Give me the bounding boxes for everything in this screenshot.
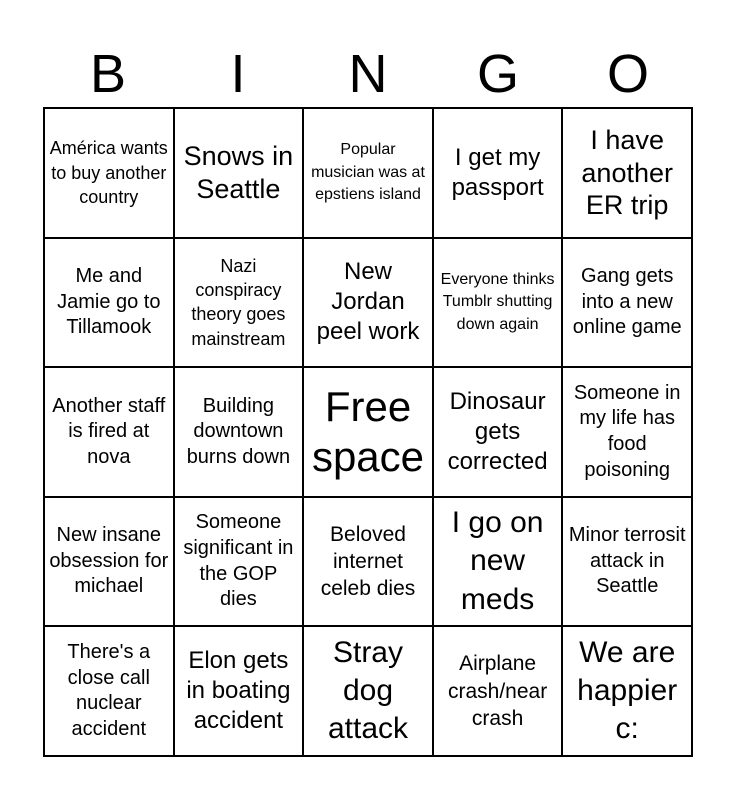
cell-text: Dinosaur gets corrected [447,387,548,475]
cell-text: Someone in my life has food poisoning [573,381,681,481]
bingo-cell-g2[interactable] [433,238,563,368]
bingo-cell-i3[interactable] [174,367,304,497]
bingo-cell-b1[interactable] [44,108,174,238]
bingo-cell-i1[interactable] [174,108,304,238]
bingo-cell-n2[interactable] [303,238,433,368]
cell-text: New insane obsession for michael [49,524,169,598]
header-letter-n: N [348,44,388,104]
bingo-cell-o3[interactable] [562,367,692,497]
bingo-cell-b3[interactable] [44,367,174,497]
bingo-cell-n1[interactable] [303,108,433,238]
cell-text: Airplane crash/near crash [447,652,548,730]
cell-text: Gang gets into a new online game [572,265,682,339]
header-letter-i: I [230,44,246,104]
cell-text: Beloved internet celeb dies [320,522,416,601]
cell-text: Nazi conspiracy theory goes mainstream [191,255,286,349]
bingo-cell-free-space[interactable] [303,367,433,497]
cell-text: Me and Jamie go to Tillamook [57,265,161,339]
bingo-cell-i4[interactable] [174,497,304,627]
cell-text: Snows in Seattle [183,141,294,204]
cell-text: We are happier c: [577,635,678,746]
bingo-cell-o1[interactable] [562,108,692,238]
cell-text: Another staff is fired at nova [52,394,166,468]
bingo-cell-g1[interactable] [433,108,563,238]
bingo-cell-n4[interactable] [303,497,433,627]
bingo-cell-b5[interactable] [44,626,174,756]
cell-text: There's a close call nuclear accident [67,641,151,740]
cell-text: New Jordan peel work [316,258,420,346]
cell-text: Someone significant in the GOP dies [183,511,294,611]
cell-text: Minor terrosit attack in Seattle [568,524,686,598]
header-letter-b: B [89,44,127,104]
bingo-cell-g4[interactable] [433,497,563,627]
header-letter-o: O [606,44,649,104]
cell-text: Building downtown burns down [186,394,291,468]
cell-text: Free space [311,382,425,480]
bingo-cell-i5[interactable] [174,626,304,756]
header-letter-g: G [476,44,519,104]
cell-text: América wants to buy another country [49,138,168,207]
cell-text: Stray dog attack [327,635,409,746]
bingo-cell-o2[interactable] [562,238,692,368]
cell-text: I get my passport [451,143,544,201]
bingo-cell-b2[interactable] [44,238,174,368]
cell-text: Popular musician was at epstiens island [311,141,425,203]
bingo-header [43,40,693,108]
bingo-cell-o4[interactable] [562,497,692,627]
bingo-cell-g5[interactable] [433,626,563,756]
bingo-cell-i2[interactable] [174,238,304,368]
cell-text: Elon gets in boating accident [186,647,291,735]
cell-text: I go on new meds [451,506,544,616]
bingo-cell-o5[interactable] [562,626,692,756]
cell-text: I have another ER trip [581,125,673,220]
bingo-cell-n5[interactable] [303,626,433,756]
bingo-card [43,107,693,757]
bingo-cell-g3[interactable] [433,367,563,497]
bingo-cell-b4[interactable] [44,497,174,627]
cell-text: Everyone thinks Tumblr shutting down again [440,270,555,333]
